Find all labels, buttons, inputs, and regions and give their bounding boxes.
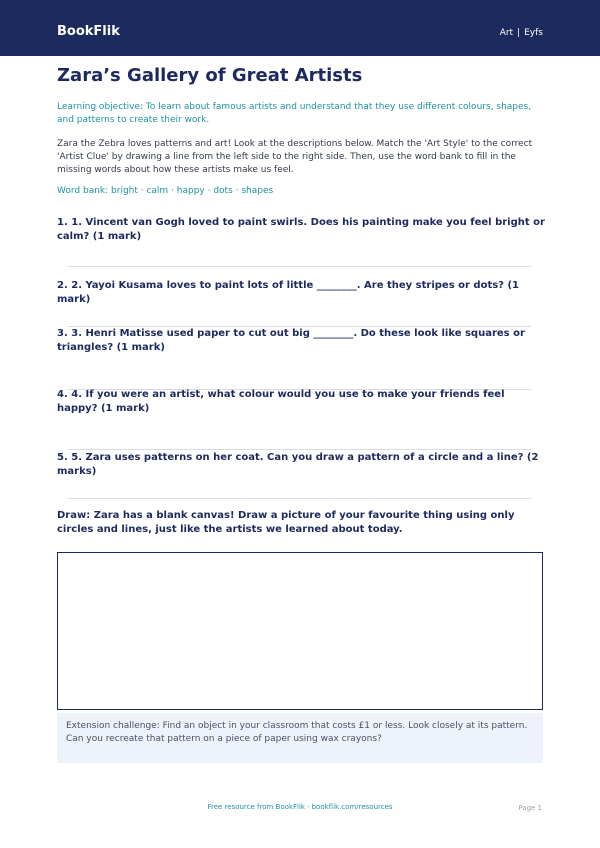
draw-prompt: Draw: Zara has a blank canvas! Draw a picture of your favourite thing using only circles and lines, just like the artists we learned about today.: [57, 510, 515, 535]
answer-line-5[interactable]: [68, 498, 531, 499]
answer-line-1[interactable]: [68, 266, 531, 267]
breadcrumb-level[interactable]: Eyfs: [524, 28, 543, 38]
question-2: 2. 2. Yayoi Kusama loves to paint lots of little ________. Are they stripes or dots? (1 mark): [57, 280, 519, 305]
question-4: 4. 4. If you were an artist, what colour would you use to make your friends feel happy? (1 mark): [57, 389, 505, 414]
brand-logo[interactable]: BookFlik: [57, 24, 120, 39]
question-3: 3. 3. Henri Matisse used paper to cut out big ________. Do these look like squares or triangles? (1 mark): [57, 328, 525, 353]
breadcrumb-subject[interactable]: Art: [499, 28, 514, 38]
page-number: Page 1: [518, 804, 542, 812]
drawing-area[interactable]: [57, 552, 543, 710]
worksheet-title: Zara’s Gallery of Great Artists: [57, 65, 363, 86]
answer-line-4[interactable]: [68, 449, 531, 450]
word-bank: Word bank: bright · calm · happy · dots · shapes: [57, 186, 274, 196]
header-bar: [0, 0, 600, 56]
learning-objective: Learning objective: To learn about famous artists and understand that they use different colours, shapes, and patterns to create their work.: [57, 102, 532, 125]
extension-challenge: Extension challenge: Find an object in your classroom that costs £1 or less. Look closely at its pattern. Can you recreate that pattern on a piece of paper using wax crayons?: [57, 713, 543, 763]
instructions-text: Zara the Zebra loves patterns and art! Look at the descriptions below. Match the 'Art Style' to the correct 'Artist Clue' by drawing a line from the left side to the right side. Then, use the word bank to fill in the missing words about how these artists make us feel.: [57, 139, 533, 175]
question-5: 5. 5. Zara uses patterns on her coat. Can you draw a pattern of a circle and a line? (2 marks): [57, 452, 539, 477]
question-1: 1. 1. Vincent van Gogh loved to paint swirls. Does his painting make you feel bright or calm? (1 mark): [57, 217, 545, 242]
breadcrumb: [500, 27, 543, 39]
footer-credit[interactable]: Free resource from BookFlik · bookflik.com/resources: [207, 803, 393, 811]
breadcrumb-separator: |: [517, 28, 521, 38]
